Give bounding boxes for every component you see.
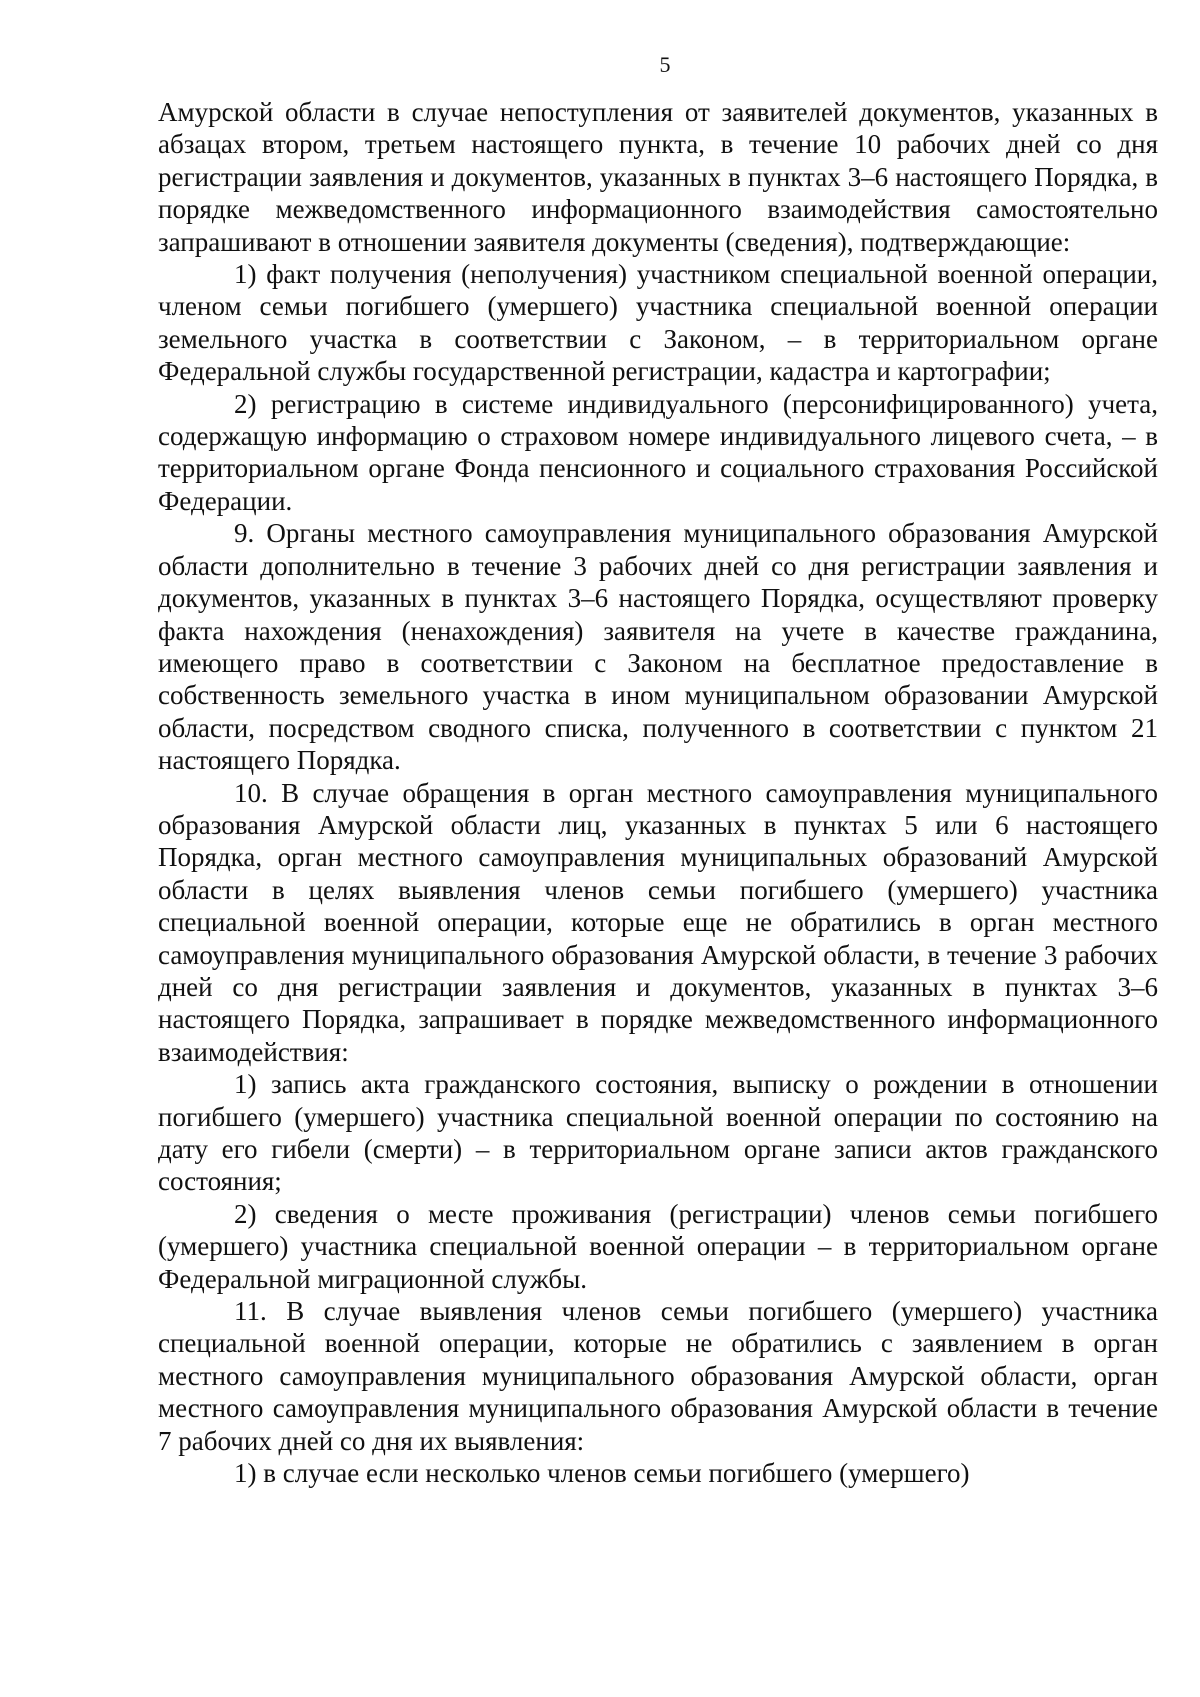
paragraph-clause-11: 11. В случае выявления членов семьи погибшего (умершего) участника специальной военной операции, которые не обратились с заявлением в орган местного самоуправления муниципального образования Амурской области, орган местного самоуправления муниципального образования Амурской области в течение 7 рабочих дней со дня их выявления: (158, 1296, 1158, 1456)
paragraph-item-1-several-members: 1) в случае если несколько членов семьи погибшего (умершего) (234, 1458, 970, 1489)
paragraph-item-2-registration: 2) регистрацию в системе индивидуального (персонифицированного) учета, содержащую информацию о страховом номере индивидуального лицевого счета, – в территориальном органе Фонда пенсионного и социального страхования Российской Федерации. (158, 388, 1158, 516)
paragraph-item-1-land-plot: 1) факт получения (неполучения) участником специальной военной операции, членом семьи погибшего (умершего) участника специальной военной операции земельного участка в соответствии с Законом, – в территориальном органе Федеральной службы государственной регистрации, кадастра и картографии; (158, 259, 1158, 387)
paragraph-clause-10: 10. В случае обращения в орган местного самоуправления муниципального образования Амурской области лиц, указанных в пунктах 5 или 6 настоящего Порядка, орган местного самоуправления муниципальных образований Амурской области в целях выявления членов семьи погибшего (умершего) участника специальной военной операции, которые еще не обратились в орган местного самоуправления муниципального образования Амурской области, в течение 3 рабочих дней со дня регистрации заявления и документов, указанных в пунктах 3–6 настоящего Порядка, запрашивает в порядке межведомственного информационного взаимодействия: (158, 777, 1158, 1067)
paragraph-continuation: Амурской области в случае непоступления от заявителей документов, указанных в абзацах втором, третьем настоящего пункта, в течение 10 рабочих дней со дня регистрации заявления и документов, указанных в пунктах 3–6 настоящего Порядка, в порядке межведомственного информационного взаимодействия самостоятельно запрашивают в отношении заявителя документы (сведения), подтверждающие: (158, 97, 1158, 257)
paragraph-clause-9: 9. Органы местного самоуправления муниципального образования Амурской области дополнительно в течение 3 рабочих дней со дня регистрации заявления и документов, указанных в пунктах 3–6 настоящего Порядка, осуществляют проверку факта нахождения (ненахождения) заявителя на учете в качестве гражданина, имеющего право в соответствии с Законом на бесплатное предоставление в собственность земельного участка в ином муниципальном образовании Амурской области, посредством сводного списка, полученного в соответствии с пунктом 21 настоящего Порядка. (158, 518, 1158, 776)
page-number: 5 (659, 52, 671, 77)
document-body (158, 96, 1158, 1489)
paragraph-item-1-civil-record: 1) запись акта гражданского состояния, выписку о рождении в отношении погибшего (умершего) участника специальной военной операции по состоянию на дату его гибели (смерти) – в территориальном органе записи актов гражданского состояния; (158, 1069, 1158, 1197)
paragraph-item-2-residence: 2) сведения о месте проживания (регистрации) членов семьи погибшего (умершего) участника специальной военной операции – в территориальном органе Федеральной миграционной службы. (158, 1198, 1158, 1294)
